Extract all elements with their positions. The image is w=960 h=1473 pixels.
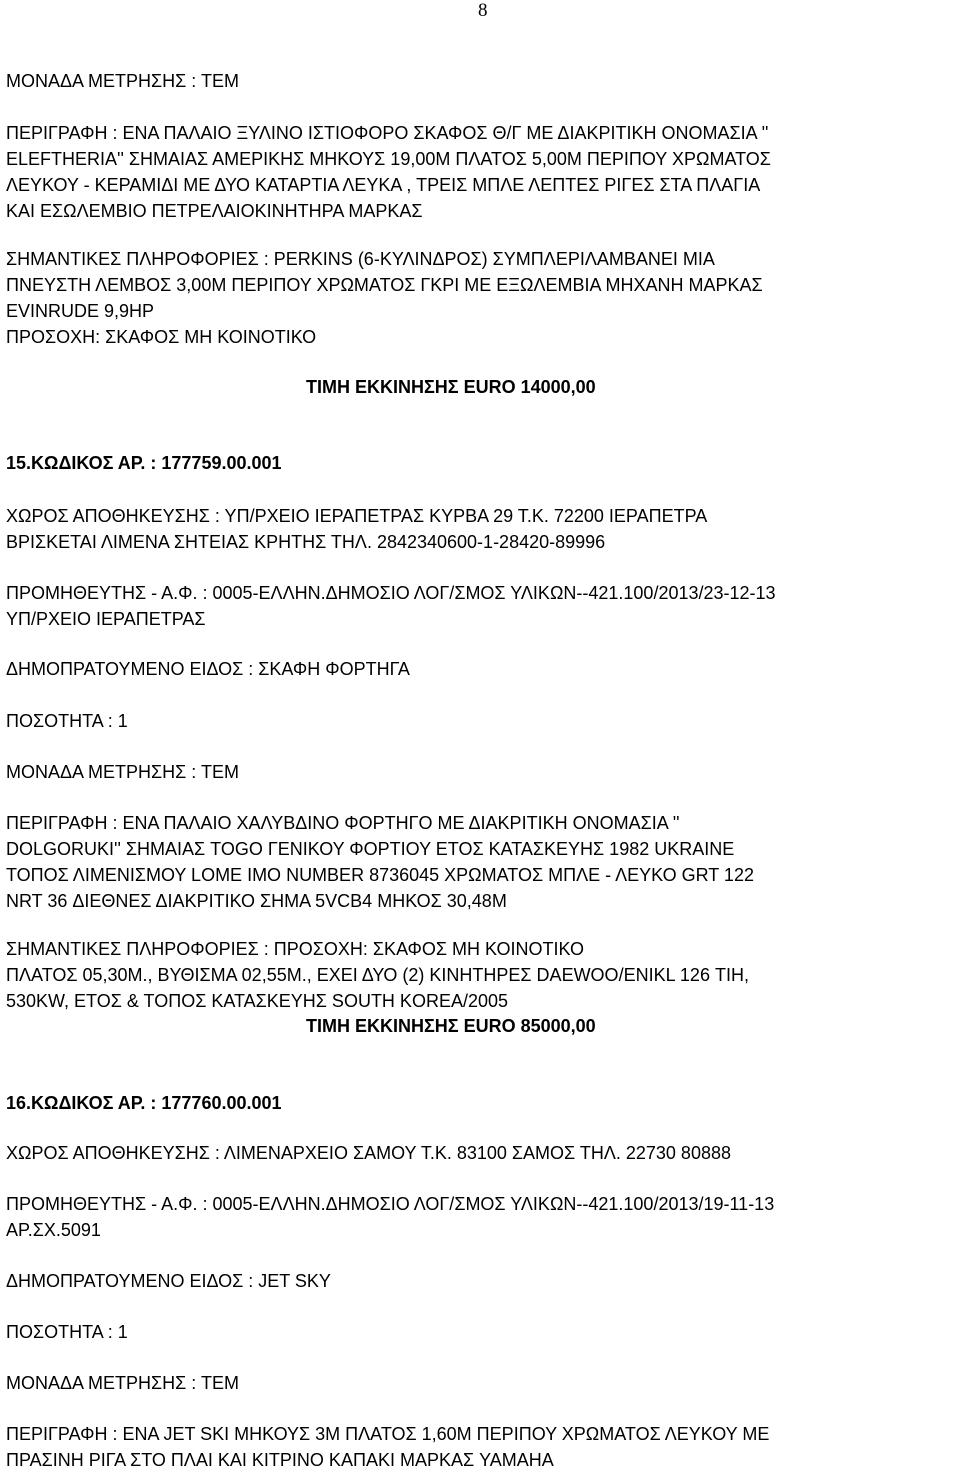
quantity: ΠΟΣΟΤΗΤΑ : 1 <box>6 1322 128 1342</box>
auction-item-type: ΔΗΜΟΠΡΑΤΟΥΜΕΝΟ ΕΙΔΟΣ : JET SKY <box>6 1271 331 1291</box>
storage-location: ΧΩΡΟΣ ΑΠΟΘΗΚΕΥΣΗΣ : ΥΠ/ΡΧΕΙΟ ΙΕΡΑΠΕΤΡΑΣ ΚΥΡΒΑ 29 Τ.Κ. 72200 ΙΕΡΑΠΕΤΡΑ ΒΡΙΣΚΕΤΑΙ ΛΙΜΕΝΑ ΣΗΤΕΙΑΣ ΚΡΗΤΗΣ ΤΗΛ. 2842340600-1-28420-89996 <box>6 506 708 552</box>
important-info-paragraph <box>6 246 956 350</box>
info-line: ΠΡΟΣΟΧΗ: ΣΚΑΦΟΣ ΜΗ ΚΟΙΝΟΤΙΚΟ <box>6 327 317 347</box>
page-number: 8 <box>478 0 488 21</box>
auction-item-type: ΔΗΜΟΠΡΑΤΟΥΜΕΝΟ ΕΙΔΟΣ : ΣΚΑΦΗ ΦΟΡΤΗΓΑ <box>6 659 410 679</box>
unit-of-measure: ΜΟΝΑΔΑ ΜΕΤΡΗΣΗΣ : ΤΕΜ <box>6 1373 239 1393</box>
item-code-15: 15.ΚΩΔΙΚΟΣ ΑΡ. : 177759.00.001 <box>6 453 282 473</box>
description-paragraph: ΠΕΡΙΓΡΑΦΗ : ΕΝΑ ΠΑΛΑΙΟ ΧΑΛΥΒΔΙΝΟ ΦΟΡΤΗΓΟ ΜΕ ΔΙΑΚΡΙΤΙΚΗ ΟΝΟΜΑΣΙΑ '' DOLGORUKI'' ΣΗΜΑΙΑΣ TOGO ΓΕΝΙΚΟΥ ΦΟΡΤΙΟΥ ΕΤΟΣ ΚΑΤΑΣΚΕΥΗΣ 1982 UKRAINE ΤΟΠΟΣ ΛΙΜΕΝΙΣΜΟΥ LOME IMO NUMBER 8736045 ΧΡΩΜΑΤΟΣ ΜΠΛΕ - ΛΕΥΚΟ GRT 122 NRT 36 ΔΙΕΘΝΕΣ ΔΙΑΚΡΙΤΙΚΟ ΣΗΜΑ 5VCB4 ΜΗΚΟΣ 30,48Μ <box>6 813 754 911</box>
supplier: ΠΡΟΜΗΘΕΥΤΗΣ - Α.Φ. : 0005-ΕΛΛΗΝ.ΔΗΜΟΣΙΟ ΛΟΓ/ΣΜΟΣ ΥΛΙΚΩΝ--421.100/2013/23-12-13 ΥΠ/ΡΧΕΙΟ ΙΕΡΑΠΕΤΡΑΣ <box>6 583 776 629</box>
unit-of-measure: ΜΟΝΑΔΑ ΜΕΤΡΗΣΗΣ : ΤΕΜ <box>6 762 239 782</box>
starting-price: ΤΙΜΗ ΕΚΚΙΝΗΣΗΣ EURO 85000,00 <box>306 1016 596 1036</box>
quantity: ΠΟΣΟΤΗΤΑ : 1 <box>6 711 128 731</box>
unit-of-measure: ΜΟΝΑΔΑ ΜΕΤΡΗΣΗΣ : ΤΕΜ <box>6 71 239 91</box>
info-line: EVINRUDE 9,9HP <box>6 301 155 321</box>
info-line: ΠΝΕΥΣΤΗ ΛΕΜΒΟΣ 3,00Μ ΠΕΡΙΠΟΥ ΧΡΩΜΑΤΟΣ ΓΚΡΙ ΜΕ ΕΞΩΛΕΜΒΙΑ ΜΗΧΑΝΗ ΜΑΡΚΑΣ <box>6 275 763 295</box>
item-code-16: 16.ΚΩΔΙΚΟΣ ΑΡ. : 177760.00.001 <box>6 1093 282 1113</box>
description-line: ΚΑΙ ΕΣΩΛΕΜΒΙΟ ΠΕΤΡΕΛΑΙΟΚΙΝΗΤΗΡΑ ΜΑΡΚΑΣ <box>6 201 423 221</box>
info-line: ΣΗΜΑΝΤΙΚΕΣ ΠΛΗΡΟΦΟΡΙΕΣ : PERKINS (6-ΚΥΛΙΝΔΡΟΣ) ΣΥΜΠΛΕΡΙΛΑΜΒΑΝΕΙ ΜΙΑ <box>6 249 715 269</box>
description-line: ELEFTHERIA'' ΣΗΜΑΙΑΣ ΑΜΕΡΙΚΗΣ ΜΗΚΟΥΣ 19,00Μ ΠΛΑΤΟΣ 5,00Μ ΠΕΡΙΠΟΥ ΧΡΩΜΑΤΟΣ <box>6 149 771 169</box>
storage-location: ΧΩΡΟΣ ΑΠΟΘΗΚΕΥΣΗΣ : ΛΙΜΕΝΑΡΧΕΙΟ ΣΑΜΟΥ Τ.Κ. 83100 ΣΑΜΟΣ ΤΗΛ. 22730 80888 <box>6 1143 731 1163</box>
description-paragraph <box>6 120 956 224</box>
description-line: ΠΕΡΙΓΡΑΦΗ : ΕΝΑ ΠΑΛΑΙΟ ΞΥΛΙΝΟ ΙΣΤΙΟΦΟΡΟ ΣΚΑΦΟΣ Θ/Γ ΜΕ ΔΙΑΚΡΙΤΙΚΗ ΟΝΟΜΑΣΙΑ '' <box>6 123 769 143</box>
description-paragraph: ΠΕΡΙΓΡΑΦΗ : ΕΝΑ JET SKI ΜΗΚΟΥΣ 3Μ ΠΛΑΤΟΣ 1,60Μ ΠΕΡΙΠΟΥ ΧΡΩΜΑΤΟΣ ΛΕΥΚΟΥ ΜΕ ΠΡΑΣΙΝΗ ΡΙΓΑ ΣΤΟ ΠΛΑΙ ΚΑΙ ΚΙΤΡΙΝΟ ΚΑΠΑΚΙ ΜΑΡΚΑΣ YAMAHA <box>6 1424 770 1470</box>
description-line: ΛΕΥΚΟΥ - ΚΕΡΑΜΙΔΙ ΜΕ ΔΥΟ ΚΑΤΑΡΤΙΑ ΛΕΥΚΑ , ΤΡΕΙΣ ΜΠΛΕ ΛΕΠΤΕΣ ΡΙΓΕΣ ΣΤΑ ΠΛΑΓΙΑ <box>6 175 761 195</box>
important-info-paragraph: ΣΗΜΑΝΤΙΚΕΣ ΠΛΗΡΟΦΟΡΙΕΣ : ΠΡΟΣΟΧΗ: ΣΚΑΦΟΣ ΜΗ ΚΟΙΝΟΤΙΚΟ ΠΛΑΤΟΣ 05,30Μ., ΒΥΘΙΣΜΑ 02,55Μ., ΕΧΕΙ ΔΥΟ (2) ΚΙΝΗΤΗΡΕΣ DAEWOO/ENIKL 126 ΤΙΗ, 530KW, ΕΤΟΣ & ΤΟΠΟΣ ΚΑΤΑΣΚΕΥΗΣ SOUTH KOREA/2005 <box>6 939 749 1011</box>
starting-price: ΤΙΜΗ ΕΚΚΙΝΗΣΗΣ EURO 14000,00 <box>306 377 596 397</box>
supplier: ΠΡΟΜΗΘΕΥΤΗΣ - Α.Φ. : 0005-ΕΛΛΗΝ.ΔΗΜΟΣΙΟ ΛΟΓ/ΣΜΟΣ ΥΛΙΚΩΝ--421.100/2013/19-11-13 ΑΡ.ΣΧ.5091 <box>6 1194 775 1240</box>
